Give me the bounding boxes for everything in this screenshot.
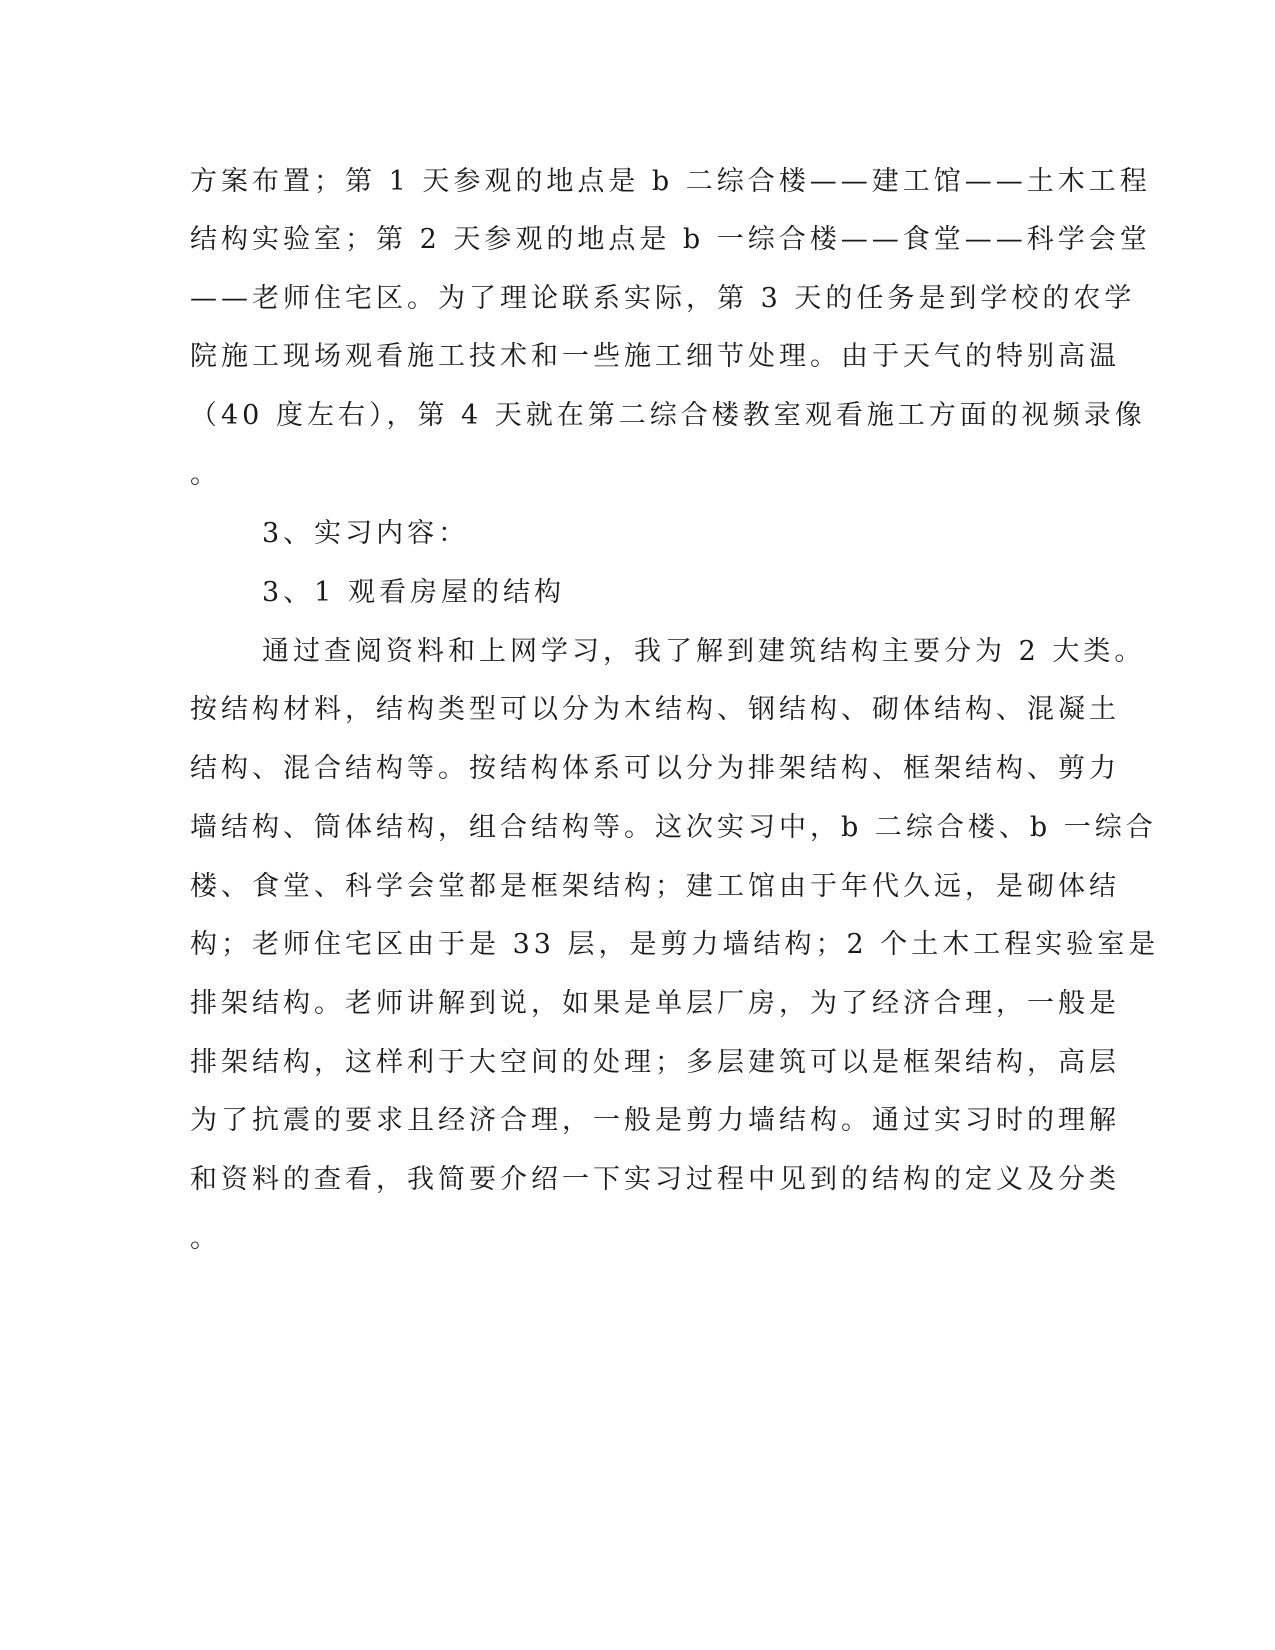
text-line: 结构实验室；第 2 天参观的地点是 b 一综合楼——食堂——科学会堂 (190, 224, 1151, 255)
text-line: 。 (190, 459, 221, 490)
text-line: 为了抗震的要求且经济合理，一般是剪力墙结构。通过实习时的理解 (190, 1105, 1120, 1136)
text-line: 排架结构。老师讲解到说，如果是单层厂房，为了经济合理，一般是 (190, 988, 1120, 1019)
text-line: ——老师住宅区。为了理论联系实际，第 3 天的任务是到学校的农学 (190, 283, 1136, 314)
text-line: 楼、食堂、科学会堂都是框架结构；建工馆由于年代久远，是砌体结 (190, 871, 1120, 902)
text-line: 构；老师住宅区由于是 33 层，是剪力墙结构；2 个土木工程实验室是 (190, 929, 1160, 960)
section-heading: 3、实习内容： (262, 518, 470, 549)
text-line: 方案布置；第 1 天参观的地点是 b 二综合楼——建工馆——土木工程 (190, 166, 1151, 197)
text-line: 和资料的查看，我简要介绍一下实习过程中见到的结构的定义及分类 (190, 1164, 1120, 1195)
text-line: 结构、混合结构等。按结构体系可以分为排架结构、框架结构、剪力 (190, 753, 1120, 784)
text-line: 排架结构，这样利于大空间的处理；多层建筑可以是框架结构，高层 (190, 1047, 1120, 1078)
text-line: 院施工现场观看施工技术和一些施工细节处理。由于天气的特别高温 (190, 341, 1120, 372)
text-line: 。 (190, 1223, 221, 1254)
text-line: 通过查阅资料和上网学习，我了解到建筑结构主要分为 2 大类。 (262, 636, 1146, 667)
text-line: 墙结构、筒体结构，组合结构等。这次实习中，b 二综合楼、b 一综合 (190, 812, 1157, 843)
text-line: 按结构材料，结构类型可以分为木结构、钢结构、砌体结构、混凝土 (190, 694, 1120, 725)
subsection-heading: 3、1 观看房屋的结构 (262, 577, 565, 608)
text-line: （40 度左右），第 4 天就在第二综合楼教室观看施工方面的视频录像 (190, 400, 1146, 431)
